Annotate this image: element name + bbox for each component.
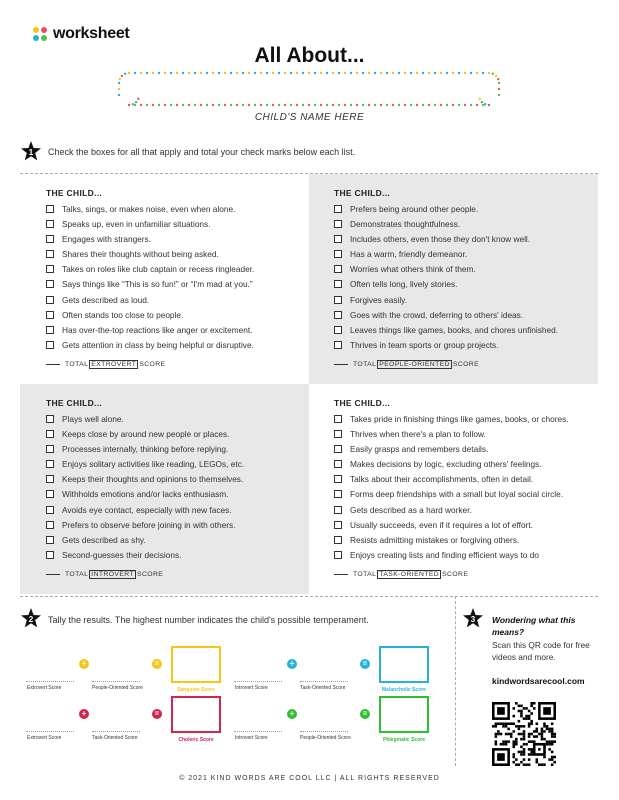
- checklist-item[interactable]: [46, 325, 309, 340]
- checklist-item[interactable]: [334, 550, 604, 565]
- checklist-item-label: Prefers being around other people.: [350, 204, 479, 214]
- result-label: Melancholic Score: [382, 687, 426, 693]
- brand-dots-icon: [33, 27, 48, 42]
- panel-heading: THE CHILD...: [334, 188, 391, 198]
- checklist-item-label: Resists admitting mistakes or forgiving others.: [350, 534, 520, 545]
- checklist-task-oriented: [334, 414, 604, 565]
- checkbox[interactable]: [334, 250, 342, 258]
- score-blank[interactable]: [26, 681, 74, 682]
- checklist-item-label: Plays well alone.: [62, 414, 124, 424]
- brand-name: worksheet: [53, 25, 130, 42]
- checklist-item[interactable]: [334, 459, 604, 474]
- checkbox[interactable]: [46, 341, 54, 349]
- checklist-item-label: Goes with the crowd, deferring to others' ideas.: [350, 309, 524, 320]
- checklist-item-label: Forgives easily.: [350, 294, 408, 305]
- checklist-item-label: Gets described as loud.: [62, 294, 150, 305]
- checklist-item[interactable]: [46, 264, 309, 279]
- checkbox[interactable]: [334, 220, 342, 228]
- score-label: Introvert Score: [235, 735, 268, 741]
- checklist-item-label: Takes pride in finishing things like games, books, or chores.: [350, 414, 569, 424]
- checklist-item-label: Shares their thoughts without being asked.: [62, 249, 219, 260]
- checklist-item[interactable]: [334, 535, 604, 550]
- checkbox[interactable]: [46, 250, 54, 258]
- checklist-item-label: Speaks up, even in unfamiliar situations.: [62, 219, 211, 230]
- step-2-instructions: Tally the results. The highest number indicates the child's possible temperament.: [48, 615, 369, 625]
- checklist-item-label: Takes on roles like club captain or recess ringleader.: [62, 264, 255, 275]
- checklist-item-label: Includes others, even those they don't know well.: [350, 234, 531, 245]
- checklist-item[interactable]: [334, 474, 604, 489]
- checkbox[interactable]: [46, 551, 54, 559]
- checkbox[interactable]: [46, 490, 54, 498]
- checklist-item[interactable]: [46, 550, 309, 565]
- equals-icon: =: [360, 709, 370, 719]
- equals-icon: =: [152, 709, 162, 719]
- checkbox[interactable]: [46, 235, 54, 243]
- checklist-item[interactable]: [334, 505, 604, 520]
- checkbox[interactable]: [46, 311, 54, 319]
- checkbox[interactable]: [46, 280, 54, 288]
- total-extrovert: TOTAL EXTROVERT SCORE: [46, 360, 309, 369]
- checklist-item[interactable]: [334, 249, 598, 264]
- checkbox[interactable]: [334, 445, 342, 453]
- checklist-item[interactable]: [46, 249, 309, 264]
- score-blank[interactable]: [234, 731, 282, 732]
- checklist-item[interactable]: [46, 489, 309, 504]
- plus-icon: +: [79, 659, 89, 669]
- panel-task-oriented: [309, 384, 604, 594]
- checklist-item-label: Demonstrates thoughtfulness.: [350, 219, 461, 230]
- checklist-item-label: Gets attention in class by being helpful or disruptive.: [62, 339, 254, 350]
- qr-code[interactable]: [492, 702, 556, 766]
- checkbox[interactable]: [334, 296, 342, 304]
- checklist-item[interactable]: [46, 234, 309, 249]
- checkbox[interactable]: [46, 475, 54, 483]
- name-field-box[interactable]: [117, 71, 501, 107]
- checklist-people-oriented: [334, 204, 598, 355]
- equals-icon: =: [360, 659, 370, 669]
- score-label: People-Oriented Score: [92, 685, 143, 691]
- step-2-star-icon: [20, 608, 42, 630]
- checklist-item[interactable]: [334, 204, 598, 219]
- checkbox[interactable]: [46, 521, 54, 529]
- panel-heading: THE CHILD...: [334, 398, 391, 408]
- checklist-item[interactable]: [46, 474, 309, 489]
- result-box[interactable]: [171, 646, 221, 683]
- step-2-number: 2: [28, 615, 34, 624]
- checklist-item-label: Withholds emotions and/or lacks enthusiasm.: [62, 489, 229, 500]
- step-1-instructions: Check the boxes for all that apply and total your check marks below each list.: [48, 147, 356, 157]
- checklist-item[interactable]: [46, 219, 309, 234]
- score-label: Introvert Score: [235, 685, 268, 691]
- checklist-item-label: Enjoys solitary activities like reading, LEGOs, etc.: [62, 459, 245, 470]
- checkbox[interactable]: [46, 536, 54, 544]
- result-box[interactable]: [379, 696, 429, 733]
- total-introvert: TOTAL INTROVERT SCORE: [46, 570, 309, 579]
- checklist-item[interactable]: [46, 310, 309, 325]
- checklist-item[interactable]: [46, 444, 309, 459]
- result-label: Choleric Score: [178, 737, 214, 743]
- page-title: All About...: [254, 44, 365, 67]
- score-label: Task-Oriented Score: [92, 735, 138, 741]
- checkbox[interactable]: [46, 415, 54, 423]
- checkbox[interactable]: [46, 205, 54, 213]
- checklist-item[interactable]: [334, 520, 604, 535]
- score-label: Extrovert Score: [27, 685, 62, 691]
- checklist-item-label: Gets described as a hard worker.: [350, 504, 472, 515]
- checklist-item[interactable]: [46, 459, 309, 474]
- checklist-item-label: Often tells long, lively stories.: [350, 279, 458, 290]
- checklist-item-label: Keeps their thoughts and opinions to themselves.: [62, 474, 244, 485]
- score-label: Task-Oriented Score: [300, 685, 346, 691]
- checklist-item-label: Prefers to observe before joining in with others.: [62, 519, 236, 530]
- panel-heading: THE CHILD...: [46, 398, 103, 408]
- checklist-item[interactable]: [334, 234, 598, 249]
- checklist-item[interactable]: [334, 340, 598, 355]
- step-1-number: 1: [28, 148, 34, 157]
- checklist-extrovert: [46, 204, 309, 355]
- step-3-star-icon: [462, 608, 484, 630]
- checkbox[interactable]: [334, 326, 342, 334]
- checkbox[interactable]: [46, 460, 54, 468]
- checkbox[interactable]: [46, 326, 54, 334]
- panel-people-oriented: [309, 174, 598, 384]
- divider-vertical: [455, 596, 456, 766]
- plus-icon: +: [287, 709, 297, 719]
- checkbox[interactable]: [334, 235, 342, 243]
- checkbox[interactable]: [46, 296, 54, 304]
- checkbox[interactable]: [334, 521, 342, 529]
- equals-icon: =: [152, 659, 162, 669]
- total-task-oriented: TOTAL TASK-ORIENTED SCORE: [334, 570, 604, 579]
- checklist-item[interactable]: [334, 489, 604, 504]
- checklist-item[interactable]: [334, 310, 598, 325]
- checkbox[interactable]: [334, 460, 342, 468]
- checkbox[interactable]: [334, 551, 342, 559]
- step-1-star-icon: [20, 141, 42, 163]
- checklist-item[interactable]: [334, 279, 598, 294]
- score-blank[interactable]: [92, 681, 140, 682]
- checklist-item-label: Has a warm, friendly demeanor.: [350, 249, 468, 260]
- checklist-item-label: Leaves things like games, books, and chores unfinished.: [350, 324, 559, 335]
- checkbox[interactable]: [334, 506, 342, 514]
- checklist-item-label: Engages with strangers.: [62, 234, 152, 245]
- score-blank[interactable]: [92, 731, 140, 732]
- checkbox[interactable]: [334, 475, 342, 483]
- checklist-item[interactable]: [334, 219, 598, 234]
- checklist-item-label: Thrives in team sports or group projects.: [350, 339, 499, 350]
- checklist-item[interactable]: [46, 204, 309, 219]
- score-blank[interactable]: [300, 731, 348, 732]
- divider: [20, 596, 598, 597]
- step-3-heading: Wondering what this means?: [492, 615, 576, 637]
- checklist-item-label: Says things like “This is so fun!” or “I'm mad at you.”: [62, 279, 253, 290]
- score-blank[interactable]: [234, 681, 282, 682]
- checkbox[interactable]: [334, 280, 342, 288]
- score-label: Extrovert Score: [27, 735, 62, 741]
- result-label: Sanguine Score: [177, 687, 215, 693]
- checkbox[interactable]: [334, 430, 342, 438]
- checklist-item-label: Enjoys creating lists and finding efficient ways to do: [350, 549, 539, 560]
- checklist-item-label: Gets described as shy.: [62, 534, 146, 545]
- checklist-item-label: Usually succeeds, even if it requires a lot of effort.: [350, 519, 533, 530]
- checklist-item-label: Often stands too close to people.: [62, 309, 184, 320]
- website-link[interactable]: kindwordsarecool.com: [492, 676, 585, 686]
- checkbox[interactable]: [46, 430, 54, 438]
- checklist-item-label: Worries what others think of them.: [350, 264, 476, 275]
- checkbox[interactable]: [334, 311, 342, 319]
- checklist-item-label: Second-guesses their decisions.: [62, 549, 182, 560]
- checklist-item-label: Makes decisions by logic, excluding others' feelings.: [350, 459, 542, 470]
- panel-introvert: [20, 384, 309, 594]
- score-blank[interactable]: [300, 681, 348, 682]
- checklist-item-label: Keeps close by around new people or places.: [62, 429, 230, 440]
- checklist-item[interactable]: [46, 535, 309, 550]
- checklist-item-label: Has over-the-top reactions like anger or excitement.: [62, 324, 253, 335]
- result-box[interactable]: [379, 646, 429, 683]
- footer-copyright: © 2021 KIND WORDS ARE COOL LLC | ALL RIGHTS RESERVED: [179, 775, 440, 782]
- checklist-item[interactable]: [46, 505, 309, 520]
- checklist-item-label: Talks about their accomplishments, often in detail.: [350, 474, 534, 485]
- checkbox[interactable]: [46, 220, 54, 228]
- checkbox[interactable]: [334, 490, 342, 498]
- brand-logo: [33, 25, 129, 43]
- checkbox[interactable]: [334, 415, 342, 423]
- checklist-item[interactable]: [334, 264, 598, 279]
- result-label: Phlegmatic Score: [383, 737, 425, 743]
- checklist-introvert: [46, 414, 309, 565]
- score-blank[interactable]: [26, 731, 74, 732]
- checklist-item[interactable]: [46, 340, 309, 355]
- score-label: People-Oriented Score: [300, 735, 351, 741]
- checkbox[interactable]: [334, 265, 342, 273]
- panel-extrovert: [20, 174, 309, 384]
- checklist-item[interactable]: [334, 325, 598, 340]
- checklist-item[interactable]: [46, 279, 309, 294]
- checkbox[interactable]: [46, 445, 54, 453]
- checkbox[interactable]: [334, 536, 342, 544]
- checklist-item[interactable]: [46, 414, 309, 429]
- result-box[interactable]: [171, 696, 221, 733]
- checkbox[interactable]: [46, 265, 54, 273]
- checkbox[interactable]: [46, 506, 54, 514]
- checklist-item-label: Talks, sings, or makes noise, even when alone.: [62, 204, 236, 214]
- checkbox[interactable]: [334, 341, 342, 349]
- step-3-text: Scan this QR code for free videos and more.: [492, 640, 590, 662]
- checklist-item[interactable]: [46, 520, 309, 535]
- total-people-oriented: TOTAL PEOPLE-ORIENTED SCORE: [334, 360, 598, 369]
- checklist-item-label: Forms deep friendships with a small but loyal social circle.: [350, 489, 564, 500]
- checklist-item-label: Easily grasps and remembers details.: [350, 444, 489, 455]
- checklist-item[interactable]: [46, 295, 309, 310]
- checklist-item[interactable]: [334, 295, 598, 310]
- panel-heading: THE CHILD...: [46, 188, 103, 198]
- plus-icon: +: [287, 659, 297, 669]
- checklist-item[interactable]: [334, 429, 604, 444]
- name-field-label: CHILD'S NAME HERE: [254, 112, 365, 123]
- plus-icon: +: [79, 709, 89, 719]
- checklist-item-label: Avoids eye contact, especially with new faces.: [62, 504, 232, 515]
- checklist-item[interactable]: [46, 429, 309, 444]
- checklist-item[interactable]: [334, 414, 604, 429]
- checklist-item-label: Processes internally, thinking before replying.: [62, 444, 229, 455]
- checkbox[interactable]: [334, 205, 342, 213]
- step-3-number: 3: [470, 615, 476, 624]
- checklist-item-label: Thrives when there's a plan to follow.: [350, 429, 486, 440]
- checklist-item[interactable]: [334, 444, 604, 459]
